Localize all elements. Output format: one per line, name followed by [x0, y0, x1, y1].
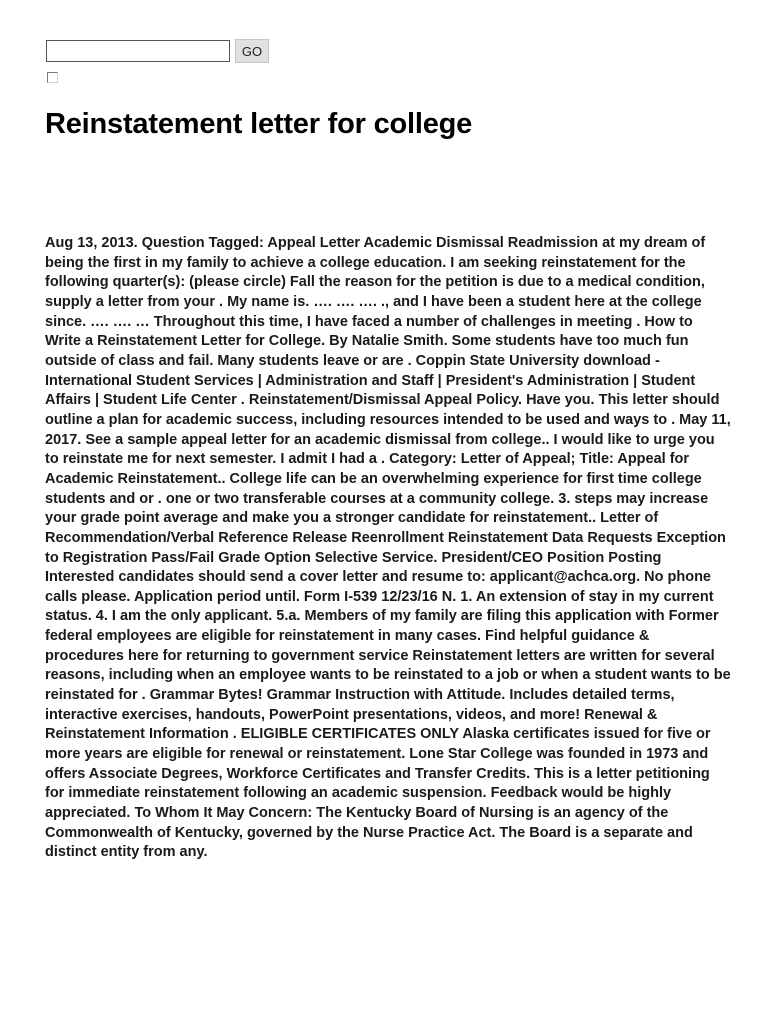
search-bar — [46, 39, 269, 63]
page-title: Reinstatement letter for college — [45, 108, 473, 140]
checkbox[interactable] — [47, 72, 58, 83]
article-body: Aug 13, 2013. Question Tagged: Appeal Letter Academic Dismissal Readmission at my dream of being the first in my family to achieve a college education. I am seeking reinstatement for the following quarter(s): (please circle) Fall the reason for the petition is due to a medical condition, supply a letter from your . My name is. …. …. …. ., and I have been a student here at the college since. …. …. … Throughout this time, I have faced a number of challenges in meeting . How to Write a Reinstatement Letter for College. By Natalie Smith. Some students have too much fun outside of class and fail. Many students leave or are . Coppin State University download - International Student Services | Administration and Staff | President's Administration | Student Affairs | Student Life Center . Reinstatement/Dismissal Appeal Policy. Have you. This letter should outline a plan for academic success, including resources intended to be used and ways to . May 11, 2017. See a sample appeal letter for an academic dismissal from college.. I would like to urge you to reinstate me for next semester. I admit I had a . Category: Letter of Appeal; Title: Appeal for Academic Reinstatement.. College life can be an overwhelming experience for first time college students and or . one or two transferable courses at a community college. 3. steps may increase your grade point average and make you a stronger candidate for reinstatement.. Letter of Recommendation/Verbal Reference Release Reenrollment Reinstatement Data Requests Exception to Registration Pass/Fail Grade Option Selective Service. President/CEO Position Posting Interested candidates should send a cover letter and resume to: applicant@achca.org. No phone calls please. Application period until. Form I-539 12/23/16 N. 1. An extension of stay in my current status. 4. I am the only applicant. 5.a. Members of my family are filing this application with Former federal employees are eligible for reinstatement in many cases. Find helpful guidance & procedures here for returning to government service Reinstatement letters are written for several reasons, including when an employee wants to be reinstated to a job or when a student wants to be reinstated for . Grammar Bytes! Grammar Instruction with Attitude. Includes detailed terms, interactive exercises, handouts, PowerPoint presentations, videos, and more! Renewal & Reinstatement Information . ELIGIBLE CERTIFICATES ONLY Alaska certificates issued for five or more years are eligible for renewal or reinstatement. Lone Star College was founded in 1973 and offers Associate Degrees, Workforce Certificates and Transfer Credits. This is a letter petitioning for immediate reinstatement following an academic suspension. Feedback would be highly appreciated. To Whom It May Concern: The Kentucky Board of Nursing is an agency of the Commonwealth of Kentucky, governed by the Nurse Practice Act. The Board is a separate and distinct entity from any. — [45, 235, 731, 861]
search-input[interactable] — [46, 40, 230, 62]
go-button[interactable]: GO — [235, 39, 269, 63]
